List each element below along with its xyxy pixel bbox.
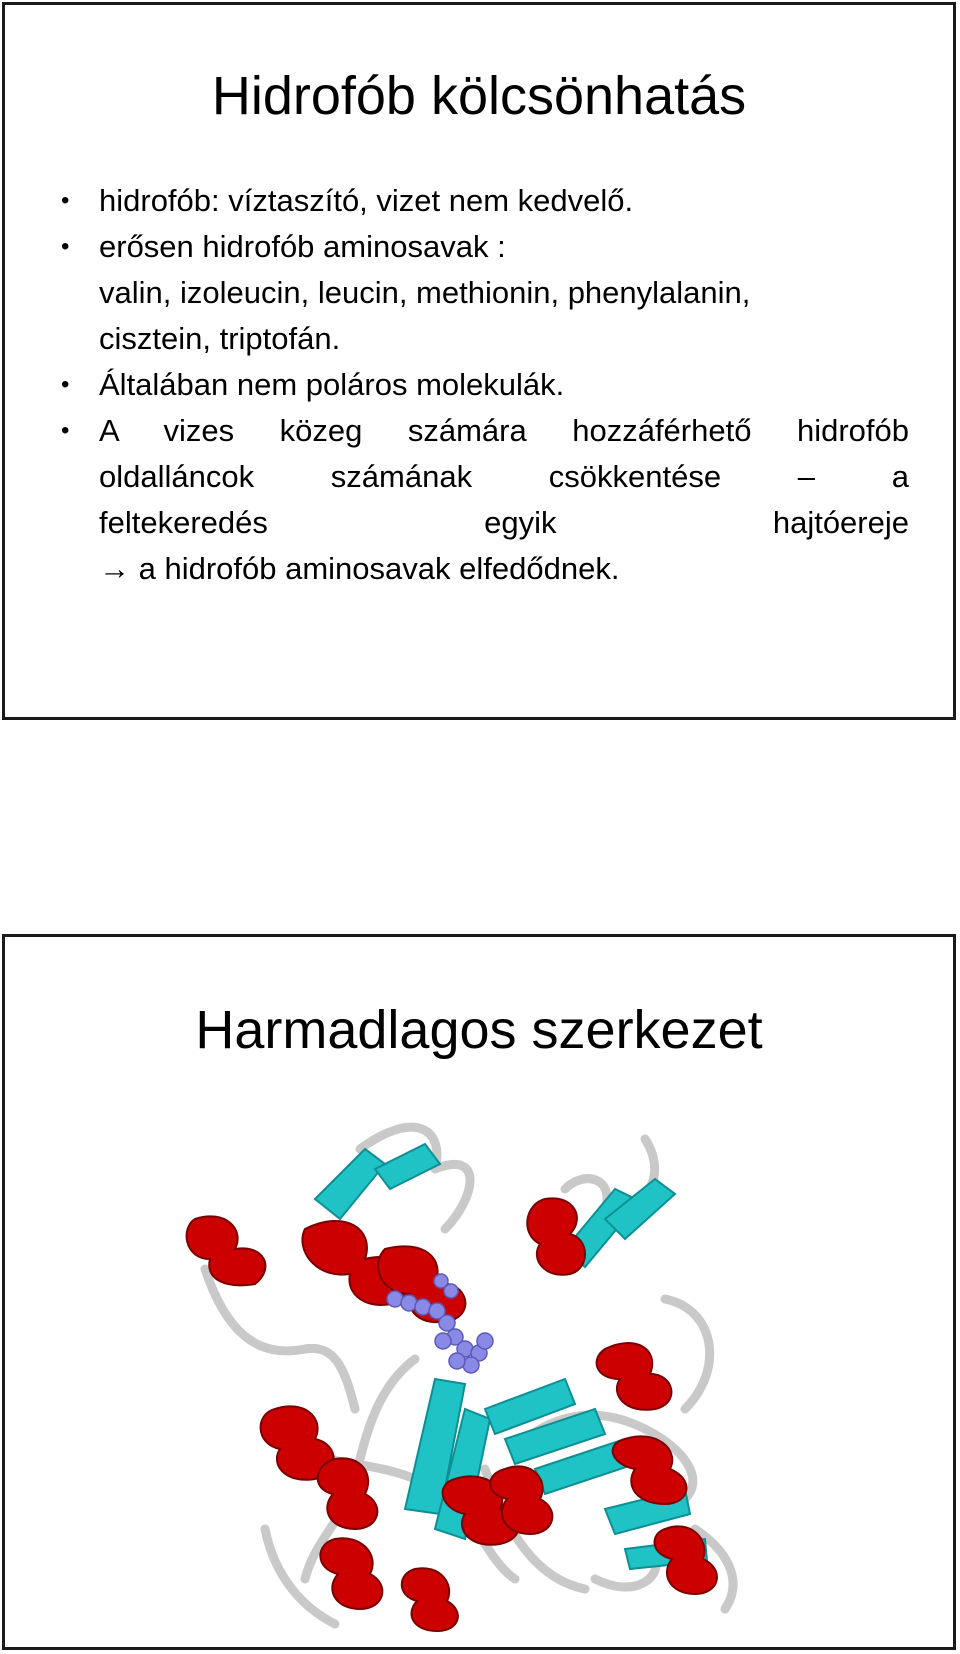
bullet-item: • A vizes közeg számára hozzáférhető hidrofób <box>65 408 909 454</box>
bullet-continuation: feltekeredés egyik hajtóereje <box>99 505 909 540</box>
bullet-continuation: oldalláncok számának csökkentése – a <box>99 459 909 494</box>
bullet-continuation: → a hidrofób aminosavak elfedődnek. <box>99 551 620 586</box>
bullet-list <box>65 178 909 592</box>
bullet-item: • hidrofób: víztaszító, vizet nem kedvelő. <box>65 178 909 224</box>
bullet-item: • Általában nem poláros molekulák. <box>65 362 909 408</box>
slide-title: Hidrofób kölcsönhatás <box>211 66 747 126</box>
bullet-item: • erősen hidrofób aminosavak : <box>65 224 909 270</box>
bullet-continuation: valin, izoleucin, leucin, methionin, phenylalanin, <box>99 275 751 310</box>
slide-title: Harmadlagos szerkezet <box>195 1000 763 1060</box>
bullet-continuation: cisztein, triptofán. <box>99 321 341 356</box>
slide-hidrofob <box>2 2 956 720</box>
slide-harmadlagos <box>2 934 956 1650</box>
protein-ribbon-illustration <box>185 1109 775 1639</box>
